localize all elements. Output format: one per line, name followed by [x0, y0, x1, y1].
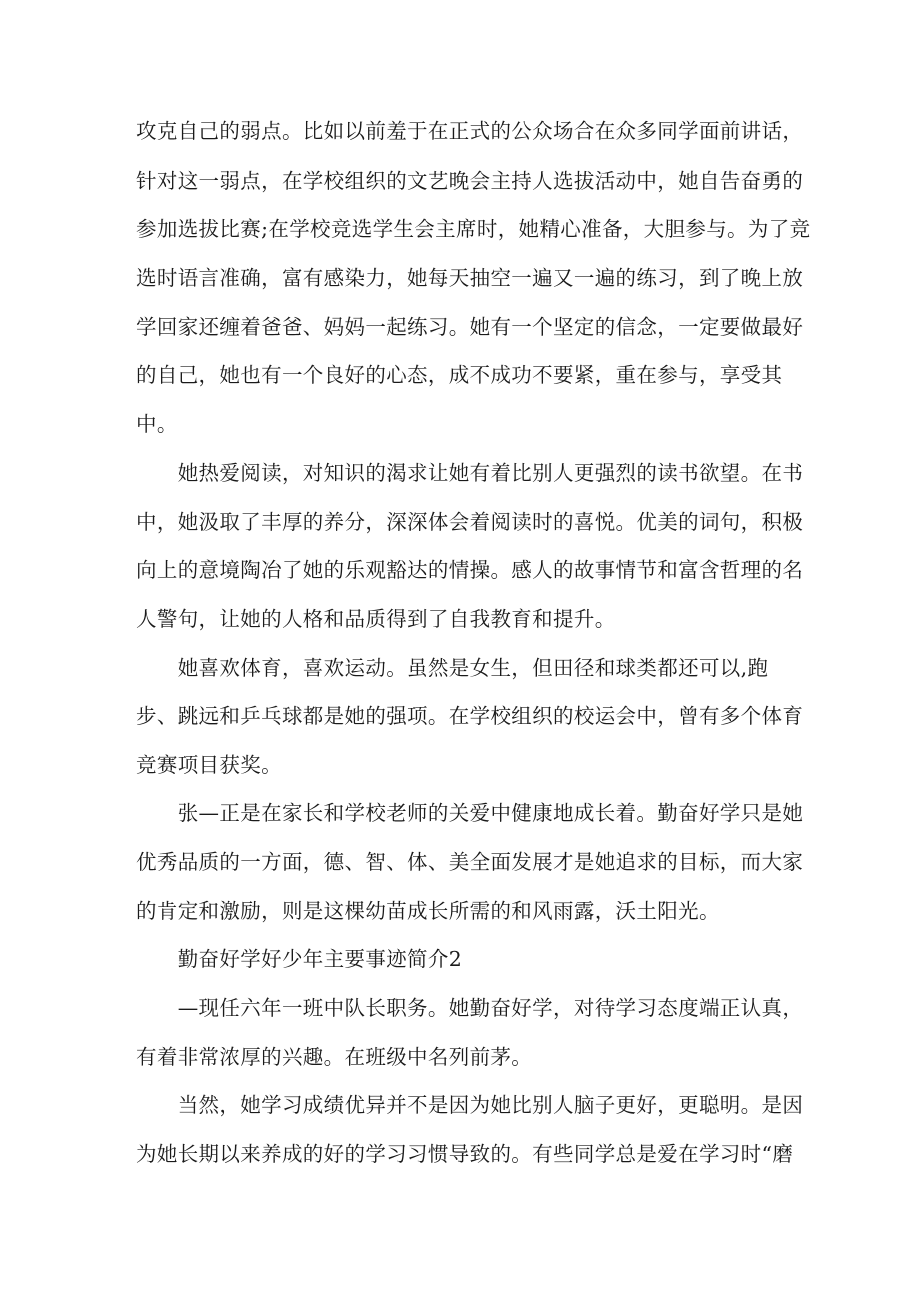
text-line: 的自己，她也有一个良好的心态，成不成功不要紧，重在参与，享受其: [136, 363, 783, 387]
text-line: 中，她汲取了丰厚的养分，深深体会着阅读时的喜悦。优美的词句，积极: [136, 510, 804, 534]
text-line: 她喜欢体育，喜欢运动。虽然是女生，但田径和球类都还可以,跑: [136, 656, 769, 680]
text-line: 有着非常浓厚的兴趣。在班级中名列前茅。: [136, 1045, 533, 1069]
text-line: 中。: [136, 412, 178, 436]
text-line: 向上的意境陶冶了她的乐观豁达的情操。感人的故事情节和富含哲理的名: [136, 558, 804, 582]
text-line: 竞赛项目获奖。: [136, 753, 282, 777]
text-line: 学回家还缠着爸爸、妈妈一起练习。她有一个坚定的信念，一定要做最好: [136, 315, 804, 339]
text-line: 针对这一弱点，在学校组织的文艺晚会主持人选拔活动中，她自告奋勇的: [136, 169, 804, 193]
text-line: 为她长期以来养成的好的学习习惯导致的。有些同学总是爱在学习时“磨: [136, 1142, 794, 1166]
text-line: 张—正是在家长和学校老师的关爱中健康地成长着。勤奋好学只是她: [136, 801, 804, 825]
text-line: 选时语言准确，富有感染力，她每天抽空一遍又一遍的练习，到了晚上放: [136, 266, 804, 290]
text-line: 攻克自己的弱点。比如以前羞于在正式的公众场合在众多同学面前讲话，: [136, 119, 804, 143]
text-line: 人警句，让她的人格和品质得到了自我教育和提升。: [136, 607, 616, 631]
text-line: 她热爱阅读，对知识的渴求让她有着比别人更强烈的读书欲望。在书: [136, 461, 804, 485]
section-heading: 勤奋好学好少年主要事迹简介2: [136, 947, 463, 971]
text-line: 参加选拔比赛;在学校竞选学生会主席时，她精心准备，大胆参与。为了竞: [136, 217, 811, 241]
text-line: 优秀品质的一方面，德、智、体、美全面发展才是她追求的目标，而大家: [136, 850, 804, 874]
text-line: 步、跳远和乒乓球都是她的强项。在学校组织的校运会中，曾有多个体育: [136, 704, 804, 728]
text-line: 当然，她学习成绩优异并不是因为她比别人脑子更好，更聪明。是因: [136, 1093, 804, 1117]
text-line: 的肯定和激励，则是这棵幼苗成长所需的和风雨露，沃土阳光。: [136, 899, 720, 923]
text-line: —现任六年一班中队长职务。她勤奋好学，对待学习态度端正认真，: [136, 996, 804, 1020]
